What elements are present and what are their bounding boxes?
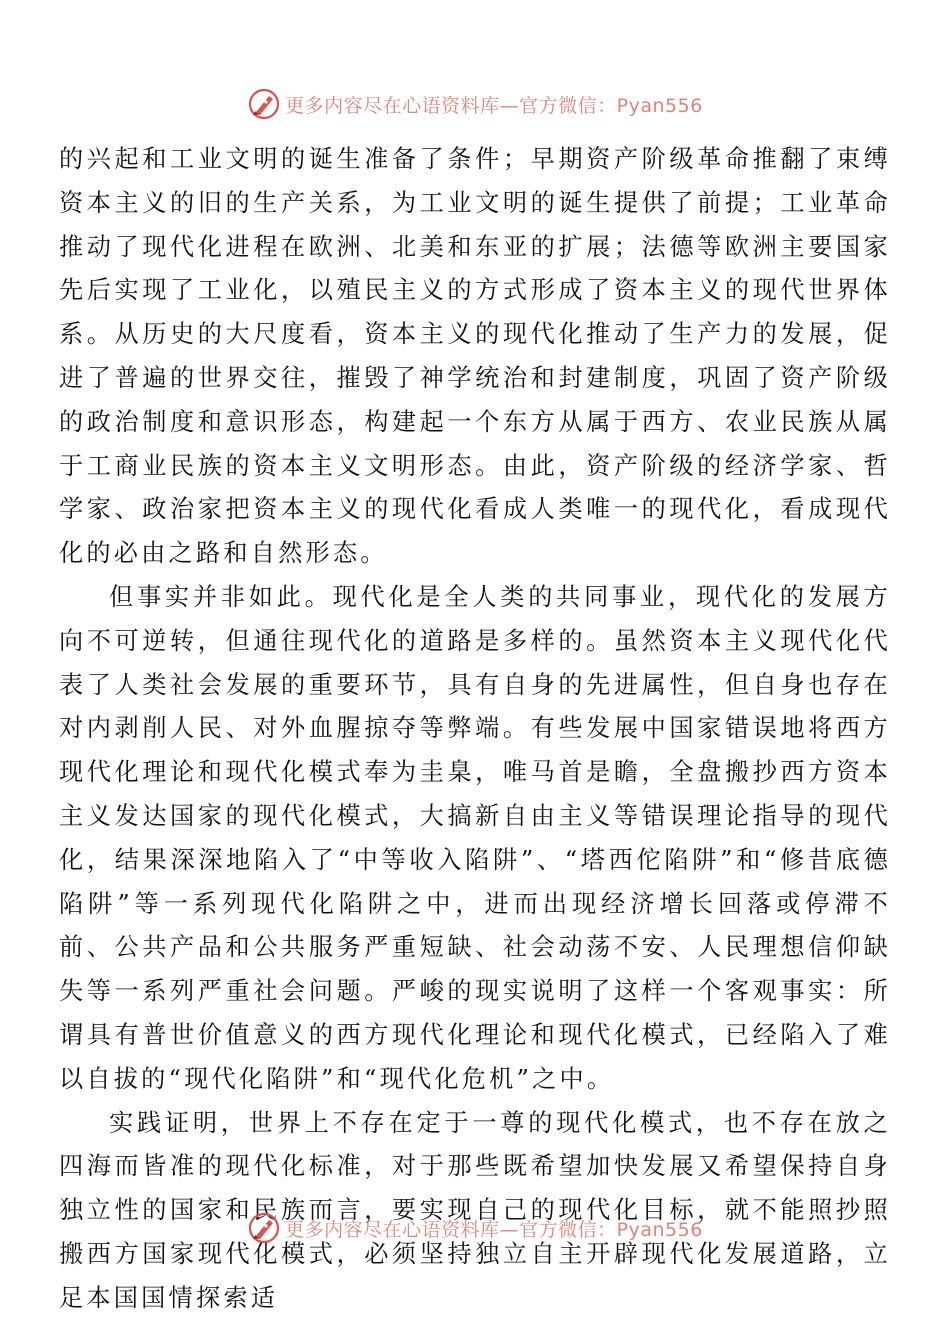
paragraph-2: 但事实并非如此。现代化是全人类的共同事业，现代化的发展方向不可逆转，但通往现代化的道路是多样的。虽然资本主义现代化代表了人类社会发展的重要环节，具有自身的先进属性，但自身也存在对内剥削人民、对外血腥掠夺等弊端。有些发展中国家错误地将西方现代化理论和现代化模式奉为圭臬，唯马首是瞻，全盘搬抄西方资本主义发达国家的现代化模式，大搞新自由主义等错误理论指导的现代化，结果深深地陷入了“中等收入陷阱”、“塔西佗陷阱”和“修昔底德陷阱”等一系列现代化陷阱之中，进而出现经济增长回落或停滞不前、公共产品和公共服务严重短缺、社会动荡不安、人民理想信仰缺失等一系列严重社会问题。严峻的现实说明了这样一个客观事实：所谓具有普世价值意义的西方现代化理论和现代化模式，已经陷入了难以自拔的“现代化陷阱”和“现代化危机”之中。	[59, 582, 891, 1093]
header-watermark-banner	[0, 84, 950, 124]
pen-nib-logo-icon	[247, 1211, 281, 1245]
watermark-text: 更多内容尽在心语资料库—官方微信：Pyan556	[285, 1218, 703, 1241]
document-body	[59, 138, 891, 1321]
footer-watermark-banner	[0, 1208, 950, 1248]
watermark-text: 更多内容尽在心语资料库—官方微信：Pyan556	[285, 94, 703, 117]
paragraph-1: 的兴起和工业文明的诞生准备了条件；早期资产阶级革命推翻了束缚资本主义的旧的生产关系，为工业文明的诞生提供了前提；工业革命推动了现代化进程在欧洲、北美和东亚的扩展；法德等欧洲主要国家先后实现了工业化，以殖民主义的方式形成了资本主义的现代世界体系。从历史的大尺度看，资本主义的现代化推动了生产力的发展，促进了普遍的世界交往，摧毁了神学统治和封建制度，巩固了资产阶级的政治制度和意识形态，构建起一个东方从属于西方、农业民族从属于工商业民族的资本主义文明形态。由此，资产阶级的经济学家、哲学家、政治家把资本主义的现代化看成人类唯一的现代化，看成现代化的必由之路和自然形态。	[59, 145, 891, 568]
pen-nib-logo-icon	[247, 87, 281, 121]
paragraph-3: 实践证明，世界上不存在定于一尊的现代化模式，也不存在放之四海而皆准的现代化标准，对于那些既希望加快发展又希望保持自身独立性的国家和民族而言，要实现自己的现代化目标，就不能照抄照搬西方国家现代化模式，必须坚持独立自主开辟现代化发展道路，立足本国国情探索适	[59, 1108, 891, 1312]
